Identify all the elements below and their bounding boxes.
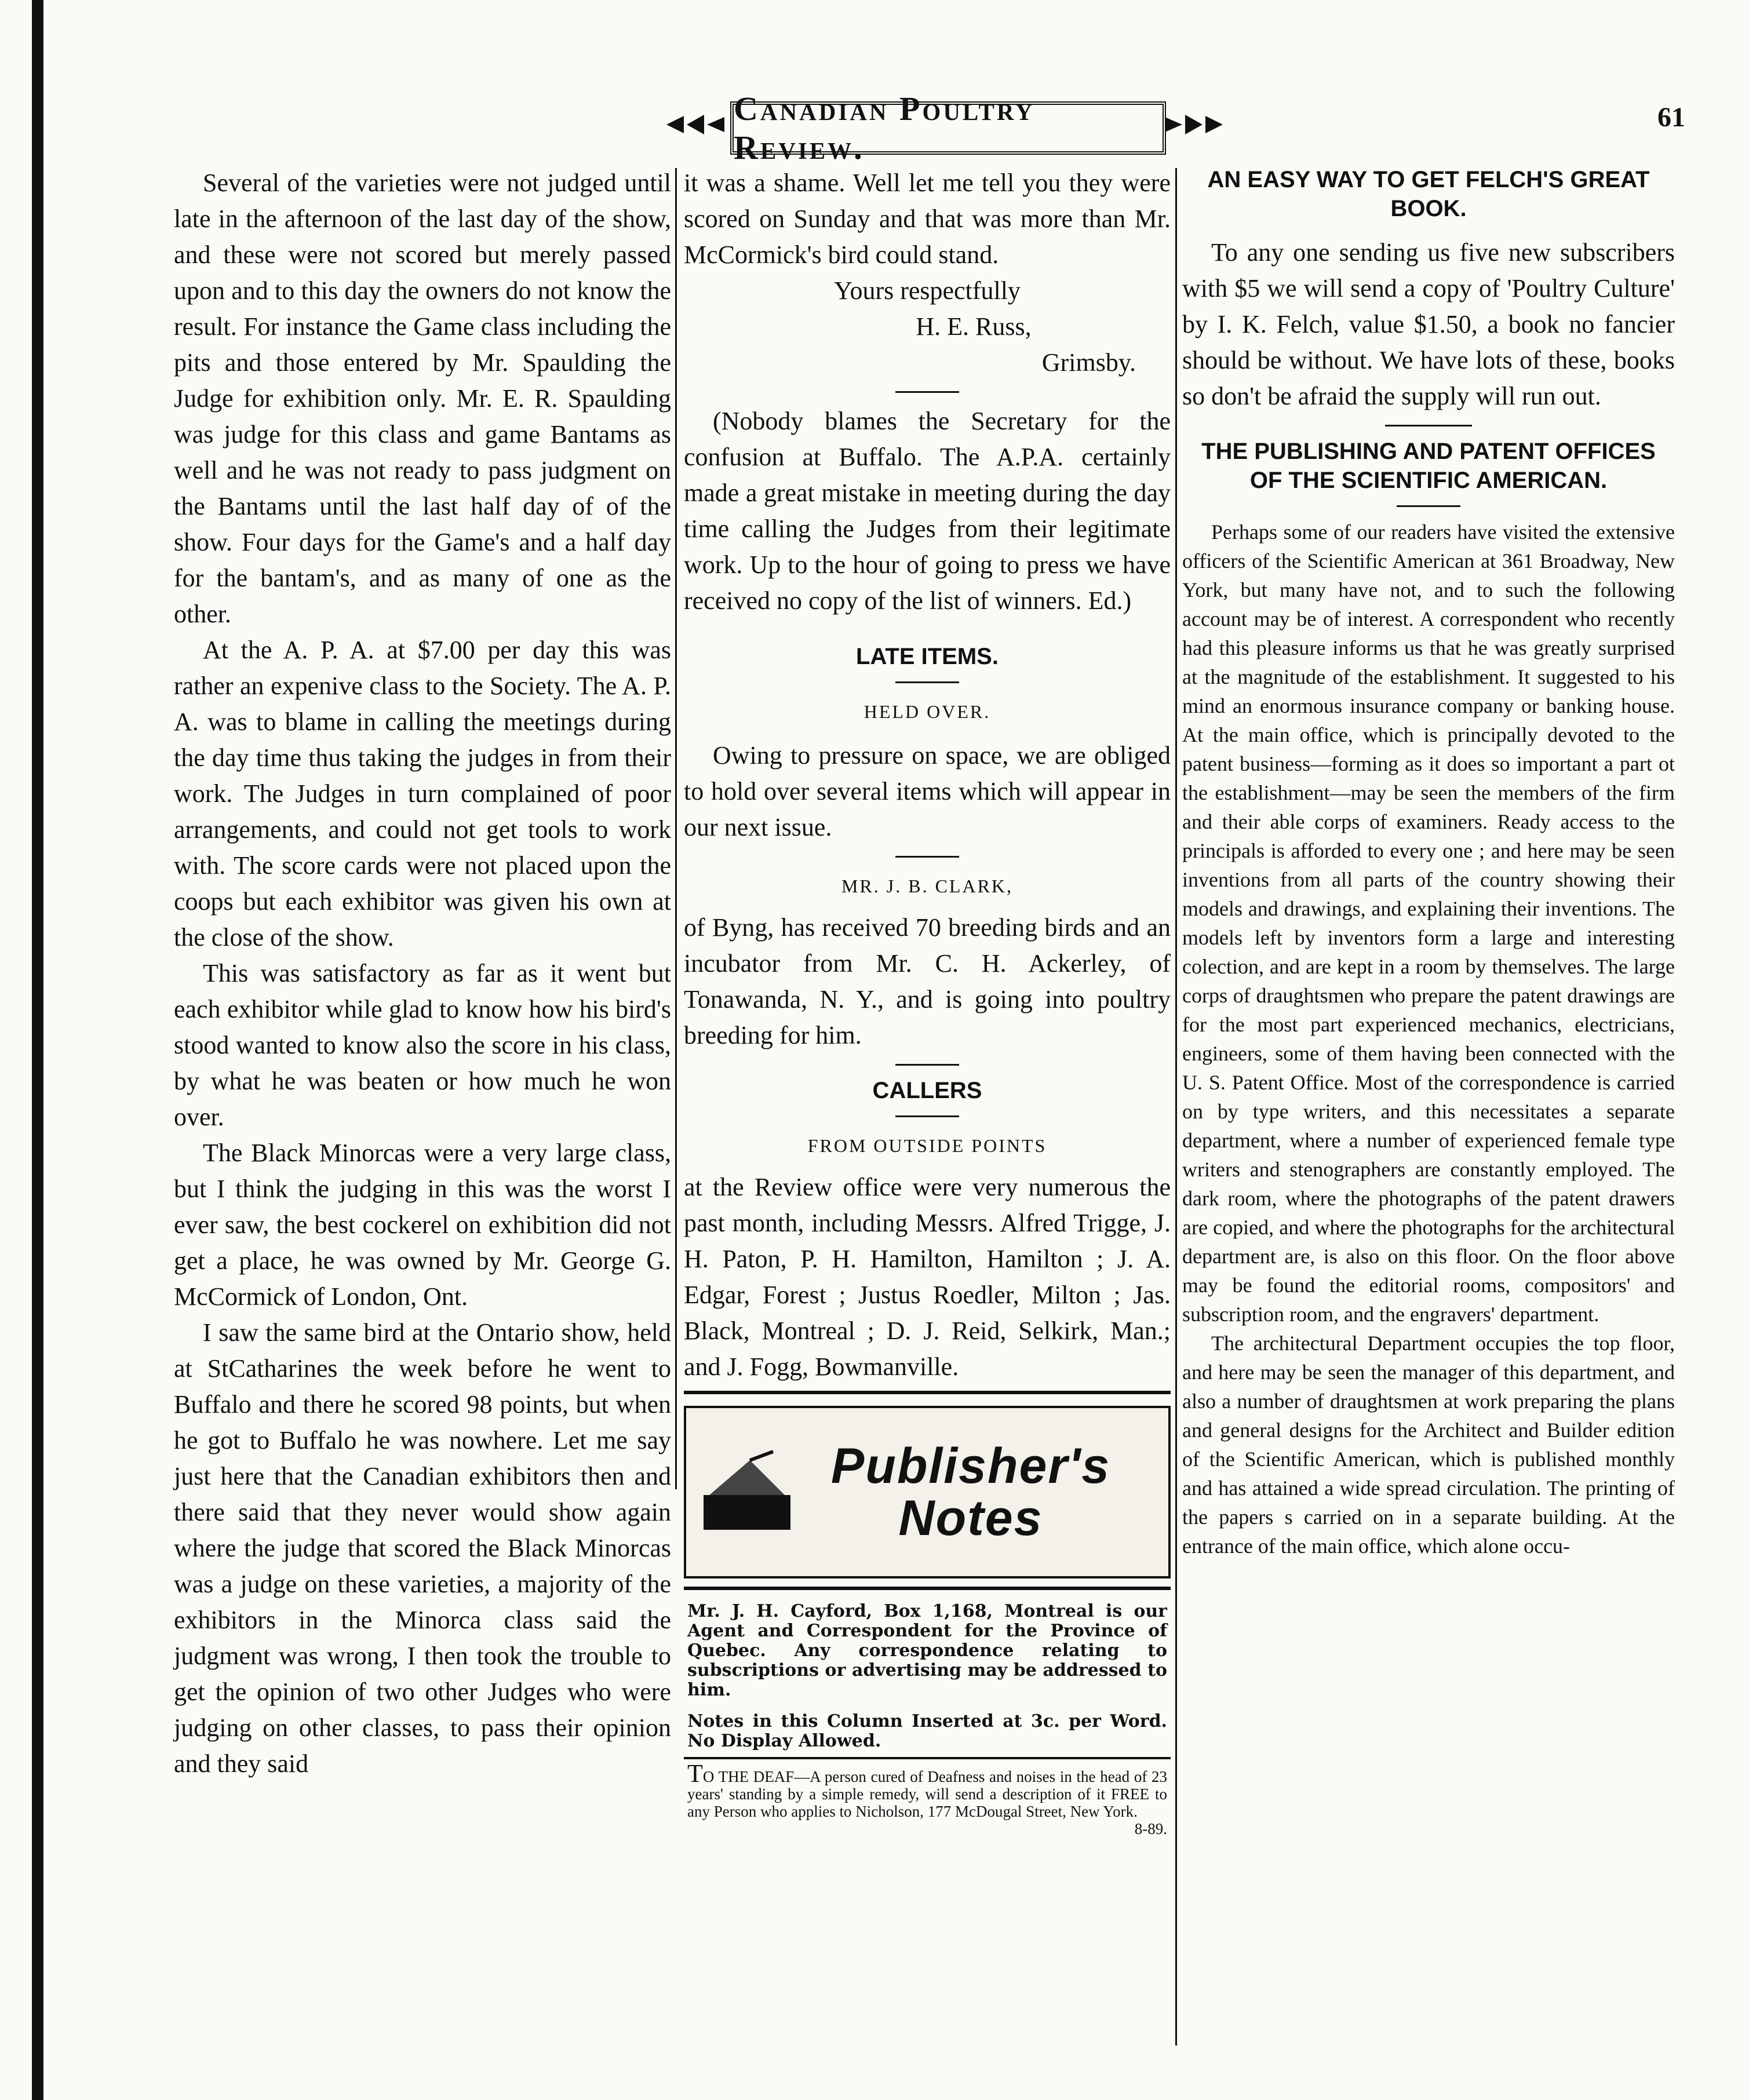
callers-subheading: FROM OUTSIDE POINTS — [807, 1135, 1047, 1156]
column-1 — [174, 165, 671, 1782]
scientific-american-paragraph-1: Perhaps some of our readers have visited the extensive officers of the Scientific American at 361 Broadway, New York, but many have not, and to such the following account may be of interest. A correspondent who recently had this pleasure informs us that he was greatly surprised at the magnitude of the establishment. It suggested to his mind an enormous insurance company or banking house. At the main office, which is principally devoted to the patent business—forming as it does so important a part ot the establishment—may be seen the members of the firm and their able corps of examiners. Ready access to the principals is afforded to every one ; and here may be seen inventions from all parts of the country showing their models and drawings, and explaining their inventions. The models left by inventors form a large and interesting colection, and are kept in a room by themselves. The large corps of draughtsmen who prepare the patent drawings are for the most part experienced mechanics, electricians, engineers, some of them having been connected with the U. S. Patent Office. Most of the correspondence is carried on by type writers, and this necessitates a separate department, where a number of experienced female type writers and stenographers are constantly employed. The dark room, where the photographs of the patent drawers are copied, and where the photographs for the architectural department are, is also on this floor. On the floor above may be found the editorial rooms, compositors' and subscription room, and the engravers' department. — [1182, 520, 1675, 1326]
publishers-notes-banner — [684, 1406, 1171, 1578]
page-number: 61 — [1657, 102, 1685, 133]
right-ornament-icon — [1165, 110, 1223, 139]
heavy-rule — [684, 1391, 1171, 1394]
column-3 — [1182, 165, 1675, 1561]
divider — [1385, 425, 1472, 426]
callers-heading: CALLERS — [872, 1078, 982, 1103]
col1-paragraph-4: The Black Minorcas were a very large class, but I think the judging in this was the worst I ever saw, the best cockerel on exhibition did not get a place, he was owned by Mr. George G. McCormick of London, Ont. — [174, 1139, 671, 1311]
divider — [1397, 505, 1460, 507]
callers-text: at the Review office were very numerous the past month, including Messrs. Alfred Trigge, J. H. Paton, P. H. Hamilton, Hamilton ; J. A. Edgar, Forest ; Justus Roedler, Milton ; Jas. Black, Montreal ; D. J. Reid, Selkirk, Man.; and J. Fogg, Bowmanville. — [684, 1173, 1171, 1381]
col1-paragraph-3: This was satisfactory as far as it went but each exhibitor while glad to know how his bird's stood wanted to know also the score in his class, by what he was beaten or how much he won over. — [174, 959, 671, 1131]
divider — [895, 681, 959, 683]
felch-heading: AN EASY WAY TO GET FELCH'S GREAT BOOK. — [1207, 167, 1650, 221]
advert-initial: T — [687, 1759, 703, 1788]
masthead-area — [666, 90, 1223, 166]
masthead-title: Canadian Poultry Review. — [730, 101, 1166, 155]
letter-place: Grimsby. — [1041, 348, 1136, 377]
divider — [895, 1064, 959, 1066]
banner-title: Publisher's Notes — [830, 1438, 1111, 1546]
letter-closing: Yours respectfully — [834, 276, 1021, 305]
deafness-advert — [684, 1757, 1171, 1837]
clark-text: of Byng, has received 70 breeding birds and an incubator from Mr. C. H. Ackerley, of Tonawanda, N. Y., and is going into poultry breeding for him. — [684, 913, 1171, 1049]
page-edge-bar — [32, 0, 43, 2100]
scientific-american-heading: THE PUBLISHING AND PATENT OFFICES OF THE SCIENTIFIC AMERICAN. — [1201, 439, 1656, 493]
late-items-heading: LATE ITEMS. — [856, 644, 999, 669]
column-rule-2 — [1175, 168, 1177, 2046]
advert-code: 8-89. — [1134, 1820, 1167, 1837]
letter-signer: H. E. Russ, — [916, 312, 1032, 341]
agent-notice: Mr. J. H. Cayford, Box 1,168, Montreal is our Agent and Correspondent for the Province of Quebec. Any correspondence relating to subscriptions or advertising may be addressed to him. — [687, 1601, 1167, 1700]
divider — [895, 856, 959, 858]
column-rule-1 — [675, 168, 677, 1489]
held-over-text: Owing to pressure on space, we are obliged to hold over several items which will appear in our next issue. — [684, 741, 1171, 841]
column-2 — [684, 165, 1171, 1837]
col1-paragraph-5: I saw the same bird at the Ontario show, held at StCatharines the week before he went to Buffalo and there he scored 98 points, but when he got to Buffalo he was nowhere. Let me say just here that the Canadian exhibitors then and there said that they never would show again where the judge that scored the Black Minorcas was a judge on these varieties, a majority of the exhibitors in the Minorca class said the judgment was wrong, I then took the trouble to get the opinion of two other Judges who were judging on other classes, to pass their opinion and they said — [174, 1318, 671, 1778]
col1-paragraph-2: At the A. P. A. at $7.00 per day this was rather an expenive class to the Society. The A. P. A. was to blame in calling the meetings during the day time thus taking the judges in from their work. The Judges in turn complained of poor arrangements, and could not get tools to work with. The score cards were not placed upon the coops but each exhibitor was given his own at the close of the show. — [174, 636, 671, 951]
heavy-rule — [684, 1587, 1171, 1590]
clark-subheading: MR. J. B. CLARK, — [841, 876, 1014, 896]
desk-illustration-icon — [698, 1449, 796, 1536]
col2-letter-end: it was a shame. Well let me tell you they were scored on Sunday and that was more than Mr. McCormick's bird could stand. — [684, 169, 1171, 269]
editor-note: (Nobody blames the Secretary for the confusion at Buffalo. The A.P.A. certainly made a great mistake in meeting during the day time calling the Judges from their legitimate work. Up to the hour of going to press we have received no copy of the list of winners. Ed.) — [684, 407, 1171, 615]
left-ornament-icon — [666, 110, 724, 139]
advert-text: O THE DEAF—A person cured of Deafness and noises in the head of 23 years' standing by a simple remedy, will send a description of it FREE to any Person who applies to Nicholson, 177 McDougal Street, New York. — [687, 1768, 1167, 1820]
rates-notice: Notes in this Column Inserted at 3c. per Word. No Display Allowed. — [687, 1711, 1167, 1751]
col1-paragraph-1: Several of the varieties were not judged until late in the afternoon of the last day of the show, and these were not scored but merely passed upon and to this day the owners do not know the result. For instance the Game class including the pits and those entered by Mr. Spaulding the Judge for exhibition only. Mr. E. R. Spaulding was judge for this class and game Bantams as well and he was not ready to pass judgment on the Bantams until the last half day of of the show. Four days for the Game's and a half day for the bantam's, and as many of one as the other. — [174, 169, 671, 628]
divider — [895, 1115, 959, 1117]
held-over-subheading: HELD OVER. — [863, 701, 991, 722]
divider — [895, 391, 959, 393]
felch-text: To any one sending us five new subscribers with $5 we will send a copy of 'Poultry Culture' by I. K. Felch, value $1.50, a book no fancier should be without. We have lots of these, books so don't be afraid the supply will run out. — [1182, 238, 1675, 410]
scientific-american-paragraph-2: The architectural Department occupies the top floor, and here may be seen the manager of this department, and also a number of draughtsmen at work preparing the plans and general designs for the Architect and Builder edition of the Scientific American, which is published monthly and has attained a wide spread circulation. The printing of the papers s carried on in a separate building. At the entrance of the main office, which alone occu- — [1182, 1332, 1675, 1558]
